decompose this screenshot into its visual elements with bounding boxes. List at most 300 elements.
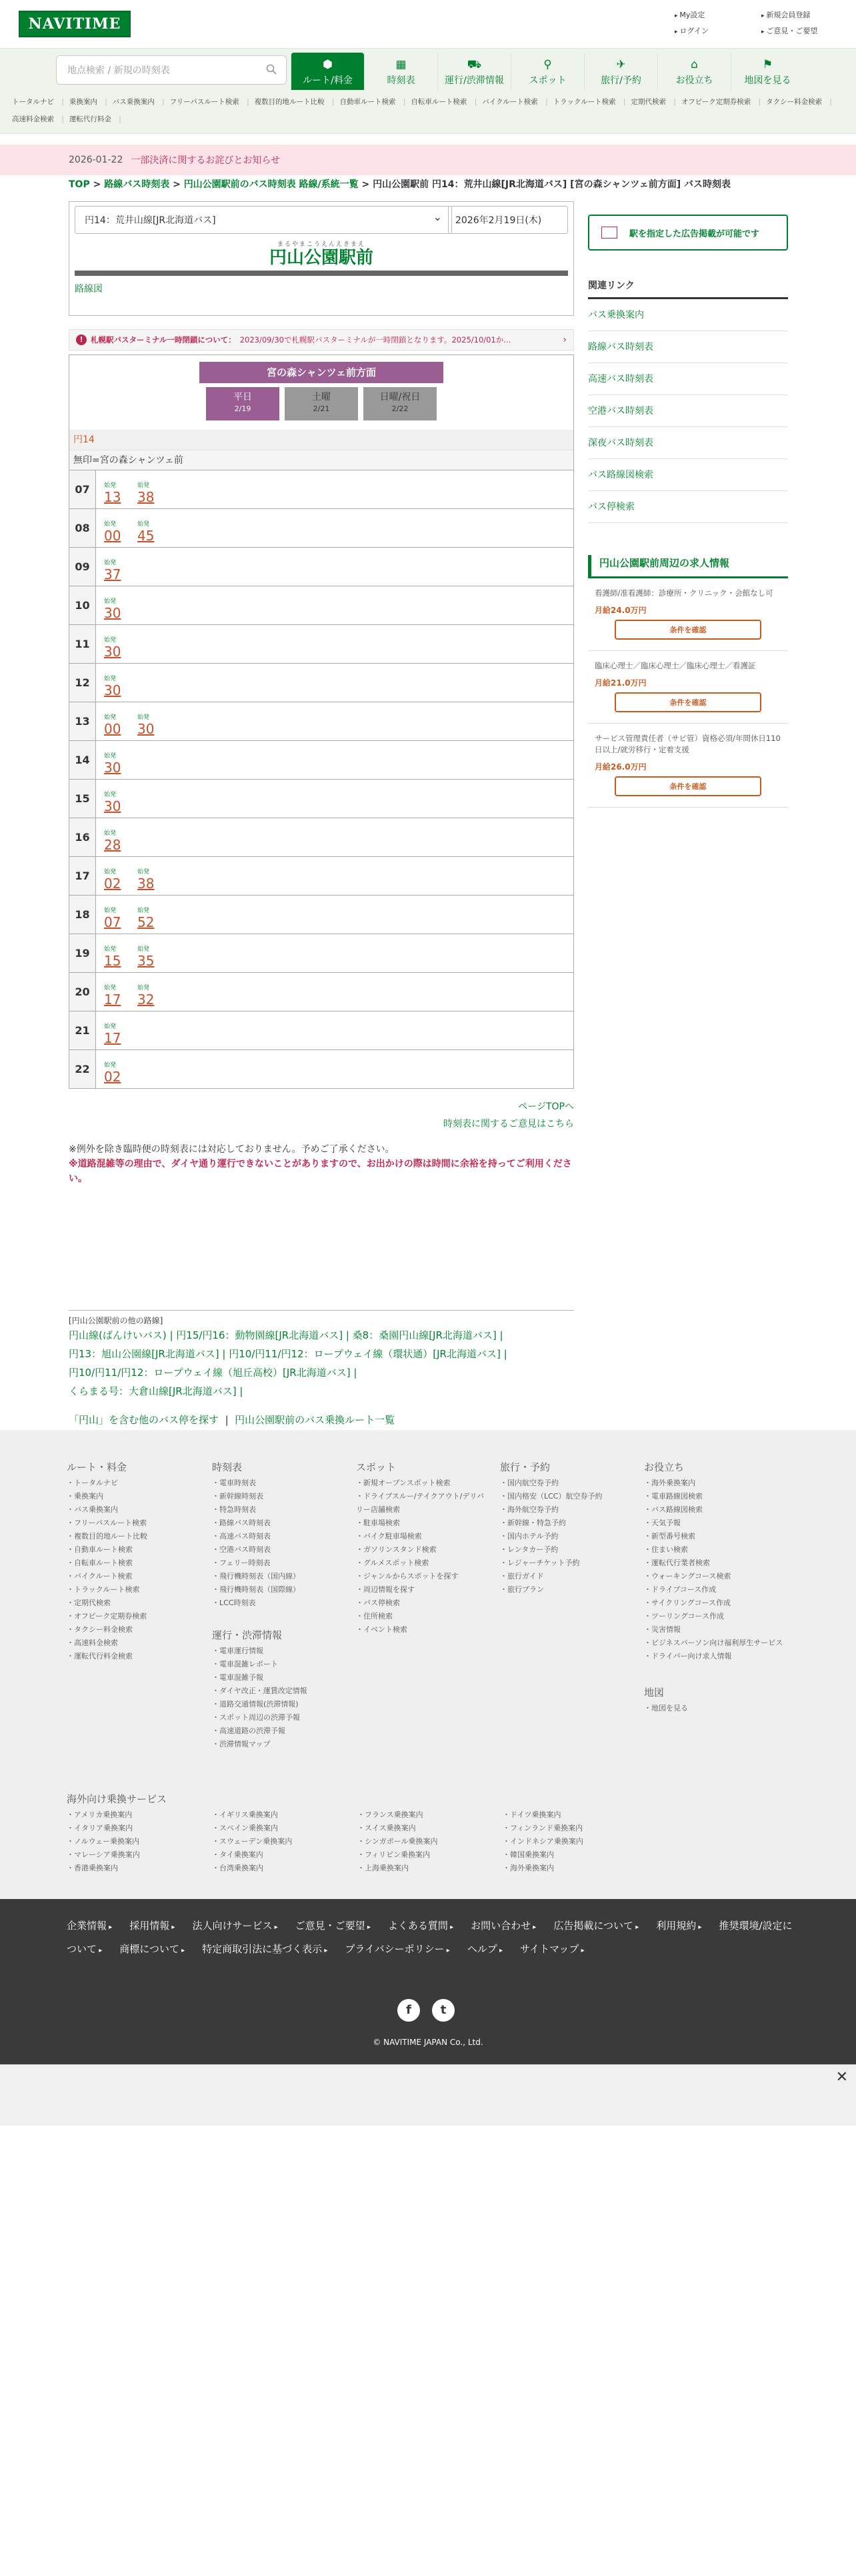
- station-name: 円山公園駅前: [269, 248, 373, 268]
- subnav-item[interactable]: 定期代検索 |: [631, 98, 676, 106]
- subnav-item[interactable]: オフピーク定期券検索 |: [681, 98, 761, 106]
- footer-link[interactable]: ・ 天気予報: [644, 1517, 791, 1530]
- footer-link[interactable]: ・ 電車運行情報: [212, 1644, 345, 1658]
- departure[interactable]: [137, 869, 171, 891]
- footer-bottom-link[interactable]: よくある質問 ▸: [388, 1920, 453, 1932]
- departure-minute[interactable]: 00: [104, 528, 121, 544]
- footer-link[interactable]: ・ 香港乗換案内: [67, 1862, 212, 1875]
- footer-link[interactable]: ・ フランス乗換案内: [357, 1808, 503, 1822]
- register-link[interactable]: ▸ 新規会員登録: [761, 9, 835, 20]
- footer-link[interactable]: ・ 渋滞情報マップ: [212, 1738, 345, 1751]
- footer-link[interactable]: ・ 飛行機時刻表（国際線）: [212, 1583, 345, 1597]
- departure-minute[interactable]: 30: [104, 644, 121, 660]
- station-ad-button[interactable]: [588, 215, 788, 251]
- twitter-icon[interactable]: t: [432, 1999, 455, 2022]
- departure-minute[interactable]: 30: [137, 721, 155, 737]
- subnav-item[interactable]: 自動車ルート検索 |: [340, 98, 406, 106]
- departure-minute[interactable]: 37: [104, 566, 121, 582]
- departure[interactable]: [104, 985, 137, 1007]
- footer-link[interactable]: ・ 地図を見る: [644, 1702, 777, 1715]
- my-settings-link[interactable]: ▸ My設定: [675, 9, 761, 20]
- station-box: [69, 201, 574, 316]
- related-link[interactable]: 深夜バス時刻表: [588, 427, 788, 459]
- footer-heading: スポット: [356, 1461, 397, 1473]
- footer-bottom-link[interactable]: 利用規約 ▸: [656, 1920, 701, 1932]
- departure-minute[interactable]: 00: [104, 721, 121, 737]
- footer-link[interactable]: ・ 国内格安（LCC）航空券予約: [500, 1490, 633, 1503]
- hour-cell: 22: [69, 1050, 96, 1088]
- footer-link[interactable]: ・ 新幹線・特急予約: [500, 1517, 633, 1530]
- job-pay: 月給24.0万円: [595, 606, 647, 615]
- footer-link[interactable]: ・ マレーシア乗換案内: [67, 1848, 212, 1862]
- search-input[interactable]: [56, 55, 287, 85]
- minute-list: [96, 973, 171, 1011]
- related-links-heading: 関連リンク: [588, 279, 788, 299]
- hour-row: [69, 895, 573, 934]
- footer-link[interactable]: ・ 電車混雑予報: [212, 1671, 345, 1684]
- footer-link[interactable]: ・ ウォーキングコース検索: [644, 1570, 791, 1583]
- footer-link[interactable]: ・ アメリカ乗換案内: [67, 1808, 212, 1822]
- footer-link[interactable]: ・ バイク駐車場検索: [356, 1530, 489, 1543]
- footer-col-spot: [356, 1461, 489, 1636]
- footer-sitemap: [0, 1430, 856, 1899]
- nav-tab[interactable]: [657, 53, 731, 90]
- station-ruby: まるやまこうえんえきまえ: [277, 241, 365, 248]
- chevron-right-icon[interactable]: ›: [563, 334, 567, 345]
- breadcrumb-bus-list[interactable]: 路線バス時刻表: [104, 179, 170, 190]
- other-route-line[interactable]: くらまる号：大倉山線[JR北海道バス] |: [69, 1385, 243, 1397]
- job-button[interactable]: 条件を確認: [615, 620, 761, 640]
- departure[interactable]: [137, 521, 171, 543]
- footer-link[interactable]: ・ 韓国乗換案内: [503, 1848, 648, 1862]
- departure-kind: 始発: [137, 482, 150, 489]
- footer-link[interactable]: ・ 特急時刻表: [212, 1503, 345, 1517]
- job-item[interactable]: [588, 724, 788, 808]
- footer-bottom-link[interactable]: ヘルプ ▸: [467, 1943, 503, 1955]
- departure-minute[interactable]: 32: [137, 991, 155, 1007]
- hour-row: [69, 470, 573, 508]
- departure-minute[interactable]: 38: [137, 489, 155, 505]
- subnav-item[interactable]: バス乗換案内 |: [113, 98, 165, 106]
- subnav-item[interactable]: 自転車ルート検索 |: [411, 98, 477, 106]
- footer-link[interactable]: ・ 旅行プラン: [500, 1583, 633, 1597]
- other-routes: [69, 1310, 574, 1427]
- footer-link[interactable]: ・ 定期代検索: [67, 1597, 200, 1610]
- footer-link[interactable]: ・ 乗換案内: [67, 1490, 200, 1503]
- close-icon[interactable]: ✕: [835, 2069, 848, 2086]
- nav-tab[interactable]: [364, 53, 437, 90]
- subnav-item[interactable]: 運転代行料金 |: [69, 115, 121, 123]
- related-link[interactable]: バス乗換案内: [588, 299, 788, 331]
- departure[interactable]: [104, 598, 137, 620]
- footer-link[interactable]: ・ 複数目的地ルート比較: [67, 1530, 200, 1543]
- ad-bar: [0, 2064, 856, 2126]
- departure[interactable]: [104, 714, 137, 736]
- departure[interactable]: [104, 1023, 137, 1045]
- footer-link[interactable]: ・ 自転車ルート検索: [67, 1557, 200, 1570]
- hour-cell: 15: [69, 780, 96, 818]
- departure-minute[interactable]: 15: [104, 953, 121, 969]
- footer-link[interactable]: ・ スウェーデン乗換案内: [212, 1835, 357, 1848]
- pagetop-link[interactable]: ページTOPへ: [518, 1101, 574, 1112]
- footer-link[interactable]: ・ フィンランド乗換案内: [503, 1822, 648, 1835]
- search-icon[interactable]: [266, 64, 277, 75]
- note-2: ※道路混雑等の理由で、ダイヤ通り運行できないことがありますので、お出かけの際は時間に余裕を持ってご利用ください。: [69, 1159, 572, 1184]
- footer-link[interactable]: ・ バス乗換案内: [67, 1503, 200, 1517]
- footer-link[interactable]: ・ 運転代行業者検索: [644, 1557, 791, 1570]
- footer-link[interactable]: ・ 住所検索: [356, 1610, 489, 1623]
- subnav-item[interactable]: タクシー料金検索 |: [766, 98, 832, 106]
- timetable-feedback-link[interactable]: 時刻表に関するご意見はこちら: [443, 1119, 574, 1129]
- subnav-item[interactable]: 乗換案内 |: [69, 98, 107, 106]
- footer-link[interactable]: ・ 海外航空券予約: [500, 1503, 633, 1517]
- departure-kind: 始発: [137, 521, 150, 528]
- footer-link[interactable]: ・ 旅行ガイド: [500, 1570, 633, 1583]
- footer-link[interactable]: ・ レジャーチケット予約: [500, 1557, 633, 1570]
- subnav-item[interactable]: 高速料金検索 |: [12, 115, 64, 123]
- footer-link[interactable]: ・ タイ乗換案内: [212, 1848, 357, 1862]
- minute-list: [96, 586, 137, 624]
- hour-cell: 07: [69, 470, 96, 508]
- departure[interactable]: [104, 521, 137, 543]
- departure-minute[interactable]: 38: [137, 876, 155, 892]
- subnav-item[interactable]: トラックルート検索 |: [553, 98, 626, 106]
- footer-link[interactable]: ・ 海外乗換案内: [644, 1477, 791, 1490]
- departure[interactable]: [137, 908, 171, 930]
- nav-tab-label: 時刻表: [387, 75, 415, 86]
- footer-link[interactable]: ・ オフピーク定期券検索: [67, 1610, 200, 1623]
- notes: [69, 1142, 574, 1186]
- departure-minute[interactable]: 28: [104, 837, 121, 853]
- footer-link[interactable]: ・ ノルウェー乗換案内: [67, 1835, 212, 1848]
- nav-tab[interactable]: [584, 53, 657, 90]
- footer-link[interactable]: ・ 上海乗換案内: [357, 1862, 503, 1875]
- departure-minute[interactable]: 13: [104, 489, 121, 505]
- main-content: [69, 201, 574, 1186]
- feedback-link[interactable]: ▸ ご意見・ご要望: [761, 25, 835, 36]
- footer-link[interactable]: ・ フィリピン乗換案内: [357, 1848, 503, 1862]
- footer-bottom-link[interactable]: プライバシーポリシー ▸: [345, 1943, 449, 1955]
- footer-col-traffic: [212, 1628, 345, 1751]
- breadcrumb-station[interactable]: 円山公園駅前のバス時刻表 路線/系統一覧: [183, 179, 359, 190]
- footer-heading: 旅行・予約: [500, 1461, 551, 1473]
- footer-link[interactable]: ・ 災害情報: [644, 1623, 791, 1636]
- departure-minute[interactable]: 45: [137, 528, 155, 544]
- footer-bottom-link[interactable]: 採用情報 ▸: [129, 1920, 175, 1932]
- footer-link[interactable]: ・ フリーパスルート検索: [67, 1517, 200, 1530]
- alert-icon: !: [76, 334, 87, 345]
- footer-link[interactable]: ・ ツーリングコース作成: [644, 1610, 791, 1623]
- day-tab-label: 平日: [233, 392, 252, 402]
- departure[interactable]: [137, 946, 171, 968]
- nav-tabs: [291, 53, 804, 90]
- hour-row: [69, 972, 573, 1011]
- notice-banner[interactable]: [0, 145, 856, 175]
- departure-minute[interactable]: 30: [104, 798, 121, 814]
- footer-link[interactable]: ・ 運転代行料金検索: [67, 1650, 200, 1663]
- station-header: [75, 239, 568, 276]
- nav-tab[interactable]: [437, 53, 511, 90]
- footer-link[interactable]: ・ インドネシア乗換案内: [503, 1835, 648, 1848]
- footer-link[interactable]: ・ 電車路線図検索: [644, 1490, 791, 1503]
- footer-link[interactable]: ・ 住まい検索: [644, 1543, 791, 1557]
- minute-list: [96, 896, 171, 934]
- departure[interactable]: [104, 753, 137, 775]
- departure[interactable]: [104, 830, 137, 852]
- footer-link[interactable]: ・ 高速バス時刻表: [212, 1530, 345, 1543]
- related-link[interactable]: 高速バス時刻表: [588, 363, 788, 395]
- footer-link[interactable]: ・ 飛行機時刻表（国内線）: [212, 1570, 345, 1583]
- footer-bottom-link[interactable]: サイトマップ ▸: [520, 1943, 585, 1955]
- footer-links: [67, 1915, 793, 1962]
- departure-kind: 始発: [104, 946, 117, 953]
- departure-kind: 始発: [137, 908, 150, 914]
- day-tab-date: 2/19: [234, 404, 251, 413]
- other-routes-lines: [69, 1326, 574, 1401]
- footer-link[interactable]: ・ 新型番号検索: [644, 1530, 791, 1543]
- footer-link[interactable]: ・ ガソリンスタンド検索: [356, 1543, 489, 1557]
- footer-link[interactable]: ・ ダイヤ改正・運賃改定情報: [212, 1684, 345, 1698]
- departure-kind: 始発: [104, 598, 117, 605]
- departure[interactable]: [104, 908, 137, 930]
- footer-link[interactable]: ・ サイクリングコース作成: [644, 1597, 791, 1610]
- footer-link[interactable]: ・ 路線バス時刻表: [212, 1517, 345, 1530]
- timetable: [69, 354, 574, 1089]
- nav-tab-label: お役立ち: [675, 75, 713, 86]
- departure[interactable]: [104, 637, 137, 659]
- hour-cell: 18: [69, 896, 96, 934]
- footer-link[interactable]: ・ 駐車場検索: [356, 1517, 489, 1530]
- departure-kind: 始発: [104, 714, 117, 721]
- footer-link[interactable]: ・ 国内ホテル予約: [500, 1530, 633, 1543]
- footer-link[interactable]: ・ イギリス乗換案内: [212, 1808, 357, 1822]
- footer-link[interactable]: ・ スイス乗換案内: [357, 1822, 503, 1835]
- ad-icon: [601, 227, 617, 239]
- departure-kind: 始発: [104, 521, 117, 528]
- hour-cell: 12: [69, 664, 96, 702]
- day-tab[interactable]: [363, 387, 437, 420]
- footer-bottom-link[interactable]: 商標について ▸: [119, 1943, 185, 1955]
- other-route-line[interactable]: 円山線(ばんけいバス) | 円15/円16：動物園線[JR北海道バス] | 桑8：桑園円山線[JR北海道バス] |: [69, 1329, 503, 1341]
- nav-tab[interactable]: [291, 53, 364, 90]
- route-map-link[interactable]: 路線図: [75, 284, 103, 295]
- footer-link[interactable]: ・ 道路交通情報(渋滞情報): [212, 1698, 345, 1711]
- related-link[interactable]: 路線バス時刻表: [588, 331, 788, 363]
- nav-tab-icon: ⬢: [323, 58, 333, 71]
- hour-row: [69, 1011, 573, 1049]
- footer-link[interactable]: ・ 新規オープンスポット検索: [356, 1477, 489, 1490]
- footer-link[interactable]: ・ 電車混雑レポート: [212, 1658, 345, 1671]
- footer-heading: 地図: [644, 1686, 665, 1698]
- hour-cell: 20: [69, 973, 96, 1011]
- departure-kind: 始発: [104, 676, 117, 682]
- login-link[interactable]: ▸ ログイン: [675, 25, 761, 36]
- footer-link[interactable]: ・ 国内航空券予約: [500, 1477, 633, 1490]
- footer-link[interactable]: ・ 台湾乗換案内: [212, 1862, 357, 1875]
- footer-bottom-link[interactable]: 法人向けサービス ▸: [192, 1920, 277, 1932]
- job-item[interactable]: [588, 578, 788, 651]
- footer-bottom-link[interactable]: 企業情報 ▸: [67, 1920, 112, 1932]
- departure[interactable]: [104, 1062, 137, 1084]
- footer-link[interactable]: ・ レンタカー予約: [500, 1543, 633, 1557]
- job-button[interactable]: 条件を確認: [615, 692, 761, 712]
- footer-col-map: [644, 1686, 777, 1715]
- related-link[interactable]: バス停検索: [588, 491, 788, 523]
- footer-bottom-link[interactable]: ご意見・ご要望 ▸: [295, 1920, 371, 1932]
- subnav-item[interactable]: トータルナビ |: [12, 98, 64, 106]
- day-tabs: [69, 387, 573, 420]
- footer-link[interactable]: ・ タクシー料金検索: [67, 1623, 200, 1636]
- subnav-item[interactable]: フリーパスルート検索 |: [170, 98, 249, 106]
- departure-minute[interactable]: 17: [104, 991, 121, 1007]
- footer-col-travel: [500, 1461, 633, 1597]
- footer-link[interactable]: ・ 自動車ルート検索: [67, 1543, 200, 1557]
- day-tab[interactable]: [206, 387, 279, 420]
- departure-minute[interactable]: 02: [104, 876, 121, 892]
- departure[interactable]: [104, 792, 137, 814]
- footer-link[interactable]: ・ 高速料金検索: [67, 1636, 200, 1650]
- minute-list: [96, 741, 137, 779]
- related-link[interactable]: 空港バス時刻表: [588, 395, 788, 427]
- departure-minute[interactable]: 17: [104, 1030, 121, 1046]
- footer-link[interactable]: ・ バス停検索: [356, 1597, 489, 1610]
- departure-minute[interactable]: 30: [104, 605, 121, 621]
- footer-link[interactable]: ・ フェリー時刻表: [212, 1557, 345, 1570]
- transfer-routes-link[interactable]: 円山公園駅前のバス乗換ルート一覧: [235, 1414, 395, 1426]
- hour-cell: 21: [69, 1011, 96, 1049]
- departure[interactable]: [104, 869, 137, 891]
- footer-link[interactable]: ・ バイクルート検索: [67, 1570, 200, 1583]
- footer-link[interactable]: ・ ジャンルからスポットを探す: [356, 1570, 489, 1583]
- other-route-line[interactable]: 円10/円11/円12：ロープウェイ線（旭丘高校）[JR北海道バス] |: [69, 1367, 357, 1379]
- facebook-icon[interactable]: f: [397, 1999, 420, 2022]
- minute-list: [96, 664, 137, 702]
- departure[interactable]: [104, 946, 137, 968]
- footer-link[interactable]: ・ 電車時刻表: [212, 1477, 345, 1490]
- footer-link[interactable]: ・ スポット周辺の渋滞予報: [212, 1711, 345, 1724]
- footer-bottom-link[interactable]: 特定商取引法に基づく表示 ▸: [202, 1943, 327, 1955]
- search-other-stops-link[interactable]: 「円山」を含む他のバス停を探す: [69, 1414, 219, 1426]
- header-links: [675, 9, 835, 36]
- hour-row: [69, 547, 573, 586]
- departure[interactable]: [137, 985, 171, 1007]
- footer-bottom-link[interactable]: 広告掲載について ▸: [553, 1920, 639, 1932]
- departure-minute[interactable]: 35: [137, 953, 155, 969]
- departure-minute[interactable]: 30: [104, 760, 121, 776]
- related-link[interactable]: バス路線図検索: [588, 459, 788, 491]
- departure-minute[interactable]: 30: [104, 682, 121, 698]
- departure-kind: 始発: [137, 985, 150, 991]
- departure-minute[interactable]: 02: [104, 1069, 121, 1085]
- nav-tab[interactable]: [511, 53, 584, 90]
- hour-cell: 10: [69, 586, 96, 624]
- other-routes-heading: [円山公園駅前の他の路線]: [69, 1310, 574, 1326]
- departure[interactable]: [104, 676, 137, 698]
- direction-label: 宮の森シャンツェ前方面: [199, 362, 443, 383]
- day-tab[interactable]: [285, 387, 358, 420]
- departure[interactable]: [137, 482, 171, 504]
- notice-text[interactable]: 一部決済に関するお詫びとお知らせ: [131, 155, 280, 166]
- footer-heading: ルート・料金: [67, 1461, 127, 1473]
- minute-list: [96, 780, 137, 818]
- footer-link[interactable]: ・ LCC時刻表: [212, 1597, 345, 1610]
- footer-link[interactable]: ・ ドイツ乗換案内: [503, 1808, 648, 1822]
- breadcrumb: TOP > 路線バス時刻表 > 円山公園駅前のバス時刻表 路線/系統一覧 > 円山公園駅前 円14：荒井山線[JR北海道バス] [宮の森シャンツェ前方面] バス時刻表: [69, 179, 731, 190]
- job-pay: 月給26.0万円: [595, 762, 647, 772]
- footer-col-useful: [644, 1461, 791, 1663]
- hour-cell: 14: [69, 741, 96, 779]
- footer-heading: 時刻表: [212, 1461, 243, 1473]
- footer-link[interactable]: ・ スペイン乗換案内: [212, 1822, 357, 1835]
- departure-minute[interactable]: 07: [104, 914, 121, 930]
- footer-link[interactable]: ・ 空港バス時刻表: [212, 1543, 345, 1557]
- footer-link[interactable]: ・ 周辺情報を探す: [356, 1583, 489, 1597]
- departure-kind: 始発: [104, 869, 117, 876]
- footer-heading: お役立ち: [644, 1461, 685, 1473]
- minute-list: [96, 509, 171, 547]
- navitime-logo[interactable]: NAVITIME: [19, 11, 131, 37]
- footer-link[interactable]: ・ 海外乗換案内: [503, 1862, 648, 1875]
- nav-tab[interactable]: [731, 53, 804, 90]
- footer-link[interactable]: ・ イタリア乗換案内: [67, 1822, 212, 1835]
- footer-bottom-link[interactable]: お問い合わせ ▸: [471, 1920, 536, 1932]
- footer-link[interactable]: ・ ドライバー向け求人情報: [644, 1650, 791, 1663]
- departure-kind: 始発: [104, 830, 117, 837]
- footer-bottom-link[interactable]: 推奨環境/設定について ▸: [67, 1920, 793, 1955]
- footer-bottom: [0, 1899, 856, 2064]
- footer-link[interactable]: ・ グルメスポット検索: [356, 1557, 489, 1570]
- footer-link[interactable]: ・ バス路線図検索: [644, 1503, 791, 1517]
- social-links: [397, 1999, 455, 2022]
- footer-link[interactable]: ・ ビジネスパーソン向け福利厚生サービス: [644, 1636, 791, 1650]
- departure-kind: 始発: [104, 1023, 117, 1030]
- day-tab-date: 2/22: [391, 404, 409, 413]
- day-tab-date: 2/21: [313, 404, 330, 413]
- copyright: © NAVITIME JAPAN Co., Ltd.: [373, 2038, 483, 2047]
- job-list: [588, 578, 788, 808]
- footer-heading: 海外向け乗換サービス: [67, 1793, 167, 1805]
- hour-row: [69, 508, 573, 547]
- alert-banner[interactable]: [69, 329, 574, 350]
- footer-link[interactable]: ・ トータルナビ: [67, 1477, 200, 1490]
- departure-minute[interactable]: 52: [137, 914, 155, 930]
- departure[interactable]: [104, 482, 137, 504]
- departure[interactable]: [104, 560, 137, 582]
- departure[interactable]: [137, 714, 171, 736]
- footer-link[interactable]: ・ シンガポール乗換案内: [357, 1835, 503, 1848]
- minute-list: [96, 1011, 137, 1049]
- route-select[interactable]: 円14：荒井山線[JR北海道バス] ⌄: [75, 206, 452, 234]
- footer-link[interactable]: ・ ドライブスルー/テイクアウト/デリバリー店舗検索: [356, 1490, 489, 1517]
- breadcrumb-top[interactable]: TOP: [69, 179, 90, 190]
- date-select[interactable]: 2026年2月19日(木): [448, 206, 568, 234]
- footer-link[interactable]: ・ 高速道路の渋滞予報: [212, 1724, 345, 1738]
- minute-list: [96, 702, 171, 740]
- job-button[interactable]: 条件を確認: [615, 776, 761, 796]
- footer-link[interactable]: ・ ドライブコース作成: [644, 1583, 791, 1597]
- other-route-line[interactable]: 円13：旭山公園線[JR北海道バス] | 円10/円11/円12：ロープウェイ線（環状通）[JR北海道バス] |: [69, 1348, 507, 1360]
- subnav-item[interactable]: 複数目的地ルート比較 |: [255, 98, 335, 106]
- departure-kind: 始発: [137, 869, 150, 876]
- minute-list: [96, 470, 171, 508]
- footer-link[interactable]: ・ トラックルート検索: [67, 1583, 200, 1597]
- search-placeholder: 地点検索 / 新規の時刻表: [67, 65, 170, 76]
- subnav-item[interactable]: バイクルート検索 |: [482, 98, 547, 106]
- footer-link[interactable]: ・ 新幹線時刻表: [212, 1490, 345, 1503]
- hour-row: [69, 779, 573, 818]
- footer-link[interactable]: ・ イベント検索: [356, 1623, 489, 1636]
- job-item[interactable]: [588, 651, 788, 724]
